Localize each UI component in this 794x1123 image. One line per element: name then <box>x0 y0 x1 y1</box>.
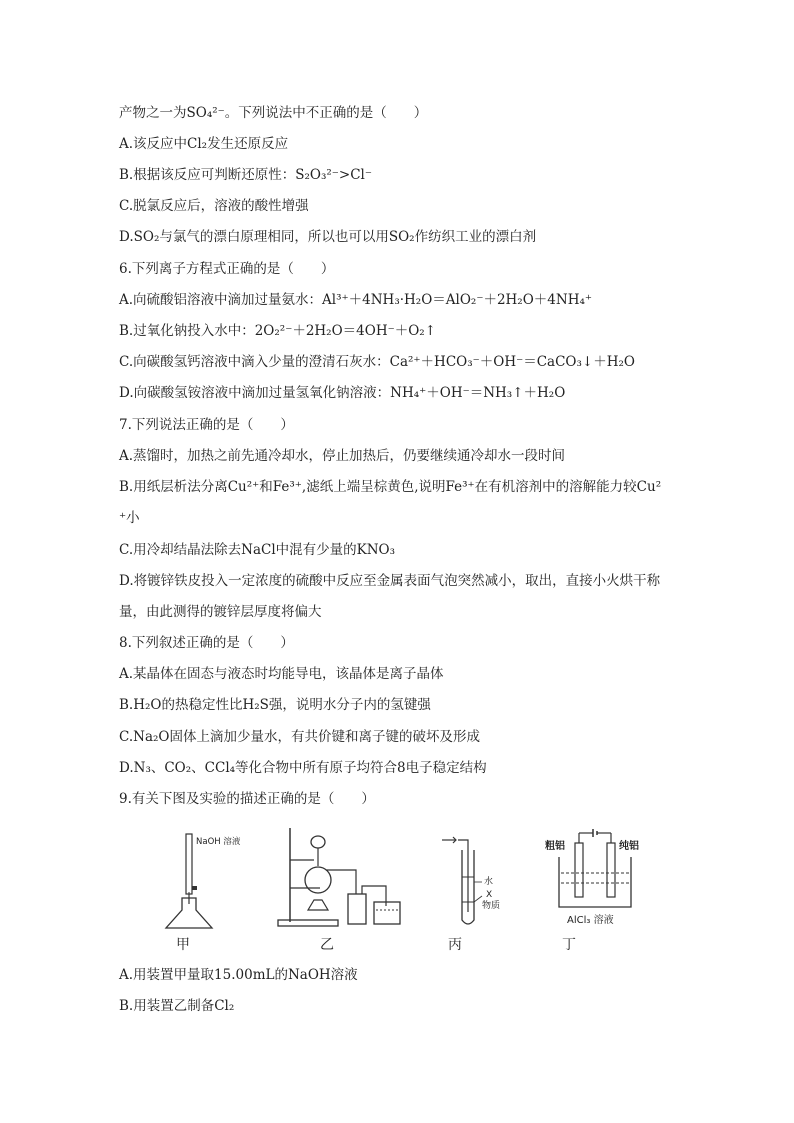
option-5a: A.该反应中Cl₂发生还原反应 <box>119 136 289 152</box>
bing-water-label: 水 <box>484 877 494 887</box>
caption-jia: 甲 <box>176 937 190 953</box>
option-7d-cont: 量，由此测得的镀锌层厚度将偏大 <box>119 604 322 620</box>
option-9b: B.用装置乙制备Cl₂ <box>119 998 235 1014</box>
option-6a: A.向硫酸铝溶液中滴加过量氨水：Al³⁺＋4NH₃·H₂O＝AlO₂⁻＋2H₂O＋4NH₄⁺ <box>119 292 593 308</box>
ding-solution-label: AlCl₃ 溶液 <box>567 915 614 926</box>
question-6-stem: 6.下列离子方程式正确的是（ ） <box>119 261 335 277</box>
apparatus-ding-electrolysis-cell <box>545 827 655 937</box>
option-7b: B.用纸层析法分离Cu²⁺和Fe³⁺,滤纸上端呈棕黄色,说明Fe³⁺在有机溶剂中的溶解能力较Cu² <box>119 479 662 495</box>
caption-ding: 丁 <box>562 937 576 953</box>
apparatus-jia-burette <box>160 832 250 932</box>
caption-bing: 丙 <box>448 937 462 953</box>
option-9a: A.用装置甲量取15.00mL的NaOH溶液 <box>119 967 358 983</box>
option-7c: C.用冷却结晶法除去NaCl中混有少量的KNO₃ <box>119 542 396 558</box>
question-9-stem: 9.有关下图及实验的描述正确的是（ ） <box>119 791 375 807</box>
question-7-stem: 7.下列说法正确的是（ ） <box>119 417 294 433</box>
question-5-stem-tail: 产物之一为SO₄²⁻。下列说法中不正确的是（ ） <box>119 105 428 121</box>
apparatus-yi-chlorine-generator <box>270 822 410 932</box>
option-7d: D.将镀锌铁皮投入一定浓度的硫酸中反应至金属表面气泡突然减小，取出，直接小火烘干称 <box>119 573 661 589</box>
bing-substance-label: 物质 <box>482 901 501 911</box>
option-8d: D.N₃、CO₂、CCl₄等化合物中所有原子均符合8电子稳定结构 <box>119 760 487 776</box>
option-8a: A.某晶体在固态与液态时均能导电，该晶体是离子晶体 <box>119 666 444 682</box>
option-5c: C.脱氯反应后，溶液的酸性增强 <box>119 198 309 214</box>
option-8b: B.H₂O的热稳定性比H₂S强，说明水分子内的氢键强 <box>119 697 431 713</box>
apparatus-figures <box>150 822 650 952</box>
option-5d: D.SO₂与氯气的漂白原理相同，所以也可以用SO₂作纺织工业的漂白剂 <box>119 229 537 245</box>
bing-x-label: X <box>486 890 493 900</box>
ding-crude-al-label: 粗铝 <box>545 841 565 852</box>
option-8c: C.Na₂O固体上滴加少量水，有共价键和离子键的破坏及形成 <box>119 729 480 745</box>
option-7a: A.蒸馏时，加热之前先通冷却水，停止加热后，仍要继续通冷却水一段时间 <box>119 448 566 464</box>
caption-yi: 乙 <box>320 937 334 953</box>
jia-naoh-label: NaOH 溶液 <box>196 837 241 847</box>
option-6b: B.过氧化钠投入水中：2O₂²⁻＋2H₂O＝4OH⁻＋O₂↑ <box>119 323 437 339</box>
option-5b: B.根据该反应可判断还原性：S₂O₃²⁻>Cl⁻ <box>119 167 372 183</box>
option-7b-cont: ⁺小 <box>119 510 140 526</box>
apparatus-bing-test-tube <box>440 832 520 932</box>
option-6d: D.向碳酸氢铵溶液中滴加过量氢氧化钠溶液：NH₄⁺＋OH⁻＝NH₃↑＋H₂O <box>119 385 566 401</box>
question-8-stem: 8.下列叙述正确的是（ ） <box>119 635 294 651</box>
ding-pure-al-label: 纯铝 <box>619 841 639 852</box>
option-6c: C.向碳酸氢钙溶液中滴入少量的澄清石灰水：Ca²⁺＋HCO₃⁻＋OH⁻＝CaCO₃↓＋H₂O <box>119 354 635 370</box>
